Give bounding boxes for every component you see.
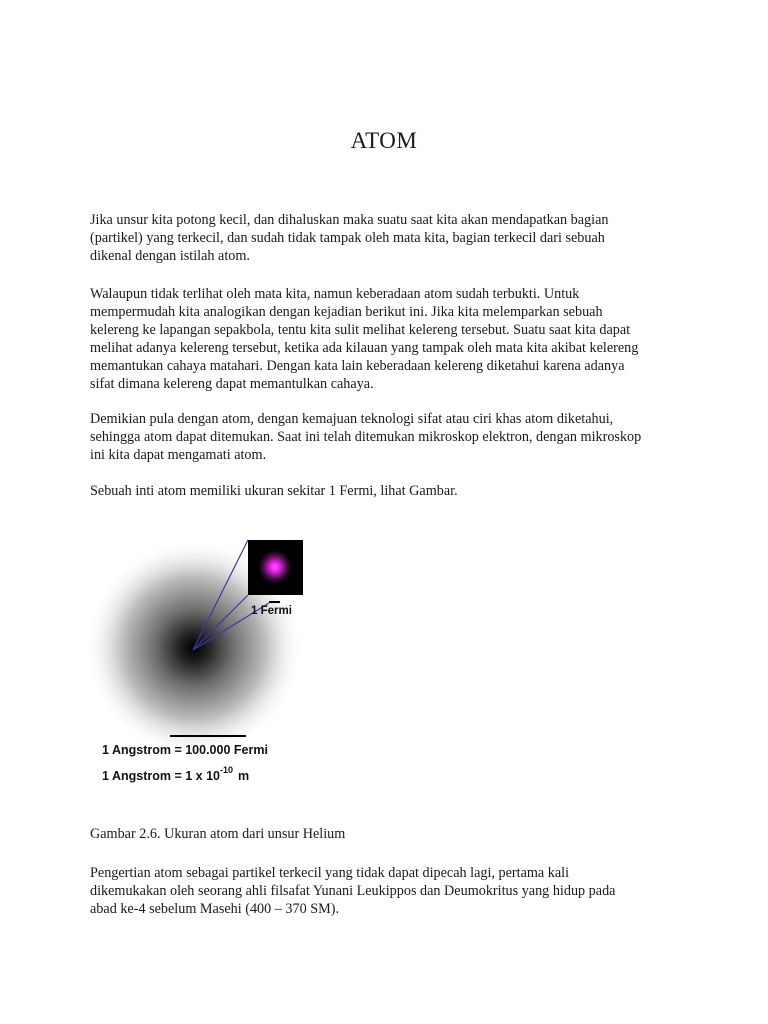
- text-line: Jika unsur kita potong kecil, dan dihaluskan maka suatu saat kita akan mendapatkan bagian: [90, 212, 609, 228]
- paragraph-microscope: [90, 410, 690, 464]
- text-line: abad ke-4 sebelum Masehi (400 – 370 SM).: [90, 901, 340, 917]
- text-line: melihat adanya kelereng tersebut, ketika ada kilauan yang tampak oleh mata kita akibat kelereng: [90, 340, 639, 356]
- page-title: ATOM: [350, 128, 418, 153]
- text-line: sehingga atom dapat ditemukan. Saat ini telah ditemukan mikroskop elektron, dengan mikroskop: [90, 429, 642, 445]
- atom-size-figure: [88, 523, 318, 793]
- text-line: Pengertian atom sebagai partikel terkecil yang tidak dapat dipecah lagi, pertama kali: [90, 865, 570, 881]
- text-line: Demikian pula dengan atom, dengan kemajuan teknologi sifat atau ciri khas atom diketahui,: [90, 411, 614, 427]
- text-line: dikenal dengan istilah atom.: [90, 248, 250, 264]
- paragraph-definition: [90, 211, 690, 265]
- nucleus-icon: [258, 550, 292, 584]
- text-line: kelereng ke lapangan sepakbola, tentu kita sulit melihat kelereng tersebut. Suatu saat kita dapat: [90, 322, 631, 338]
- paragraph-history: [90, 864, 690, 918]
- angstrom-meter-equation: [102, 765, 249, 783]
- figure-caption: Gambar 2.6. Ukuran atom dari unsur Helium: [90, 826, 346, 842]
- paragraph-nucleus-size: [90, 482, 690, 500]
- paragraph-analogy: [90, 285, 690, 393]
- text-line: sifat dimana kelereng dapat memantulkan cahaya.: [90, 376, 374, 392]
- atom-diagram: [88, 523, 318, 793]
- equation-base: 1 Angstrom = 1 x 10: [102, 769, 220, 783]
- text-line: ini kita dapat mengamati atom.: [90, 447, 267, 463]
- text-line: memantukan cahaya matahari. Dengan kata lain keberadaan kelereng diketahui karena adanya: [90, 358, 625, 374]
- text-line: (partikel) yang terkecil, dan sudah tidak tampak oleh mata kita, bagian terkecil dari sebuah: [90, 230, 605, 246]
- angstrom-fermi-equation: 1 Angstrom = 100.000 Fermi: [102, 743, 268, 757]
- text-line: mempermudah kita analogikan dengan kejadian berikut ini. Jika kita melemparkan sebuah: [90, 304, 603, 320]
- equation-unit: m: [238, 769, 250, 783]
- text-line: dikemukakan oleh seorang ahli filsafat Yunani Leukippos dan Deumokritus yang hidup pada: [90, 883, 616, 899]
- equation-exponent: -10: [220, 765, 234, 775]
- fermi-label: 1 Fermi: [251, 605, 292, 617]
- text-line: Walaupun tidak terlihat oleh mata kita, namun keberadaan atom sudah terbukti. Untuk: [90, 286, 580, 302]
- text-line: Sebuah inti atom memiliki ukuran sekitar 1 Fermi, lihat Gambar.: [90, 483, 458, 499]
